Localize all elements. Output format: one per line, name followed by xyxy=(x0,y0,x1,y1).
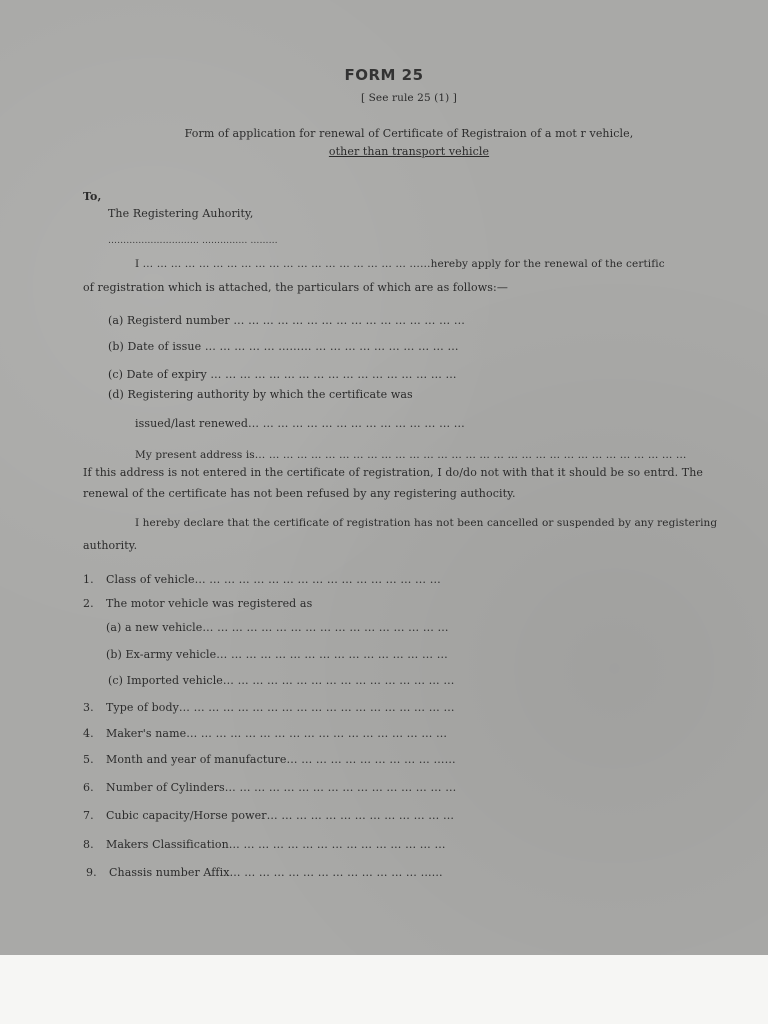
particular-date-of-expiry: (c) Date of expiry … … … … … … … … … … … … … … … … … xyxy=(108,368,457,381)
item-number: 4. xyxy=(83,727,94,740)
item-new-vehicle: (a) a new vehicle… … … … … … … … … … … … … … … … … xyxy=(106,621,449,634)
item-makers-name: Maker's name… … … … … … … … … … … … … … … … … … xyxy=(106,727,448,740)
address-dots: ………………………… …………… ……… xyxy=(108,236,278,246)
item-number-of-cylinders: Number of Cylinders… … … … … … … … … … … … … … … … xyxy=(106,781,457,794)
present-address-line1: My present address is… … … … … … … … … … … … … … … … … … … … … … … … … … … … … … … xyxy=(135,449,687,461)
form-heading-line2: other than transport vehicle xyxy=(328,145,490,158)
present-address-line2: If this address is not entered in the certificate of registration, I do/do not with that it should be so entrd. The xyxy=(83,466,704,479)
application-line2: of registration which is attached, the particulars of which are as follows:— xyxy=(83,281,508,294)
item-class-of-vehicle: Class of vehicle… … … … … … … … … … … … … … … … … xyxy=(106,573,441,586)
item-number: 6. xyxy=(83,781,94,794)
item-month-year-manufacture: Month and year of manufacture… … … … … … … … … … …… xyxy=(106,753,456,766)
item-number: 5. xyxy=(83,753,94,766)
particular-registering-authority: (d) Registering authority by which the certificate was xyxy=(108,388,413,401)
application-line1: I … … … … … … … … … … … … … … … … … … … ……hereby apply for the renewal of the certific xyxy=(135,258,665,270)
address-authority: The Registering Auhority, xyxy=(108,207,254,220)
item-number: 1. xyxy=(83,573,94,586)
form-heading-line1: Form of application for renewal of Certificate of Registraion of a mot r vehicle, xyxy=(184,127,634,140)
particular-issued-renewed: issued/last renewed… … … … … … … … … … … … … … … xyxy=(135,417,465,430)
item-number: 3. xyxy=(83,701,94,714)
item-cubic-capacity: Cubic capacity/Horse power… … … … … … … … … … … … … xyxy=(106,809,455,822)
page-margin xyxy=(0,955,768,1024)
item-type-of-body: Type of body… … … … … … … … … … … … … … … … … … … xyxy=(106,701,455,714)
item-number: 7. xyxy=(83,809,94,822)
item-registered-as: The motor vehicle was registered as xyxy=(106,597,313,610)
particular-registered-number: (a) Registerd number … … … … … … … … … … … … … … … … xyxy=(108,314,465,327)
item-chassis-number: Chassis number Affix… … … … … … … … … … … … … …… xyxy=(109,866,443,879)
form-title: FORM 25 xyxy=(344,66,424,84)
item-number: 8. xyxy=(83,838,94,851)
item-ex-army-vehicle: (b) Ex-army vehicle… … … … … … … … … … … … … … … … xyxy=(106,648,448,661)
declaration-line1: I hereby declare that the certificate of registration has not been cancelled or suspended by any registering xyxy=(135,517,718,529)
form-subtitle: [ See rule 25 (1) ] xyxy=(361,92,457,104)
address-to: To, xyxy=(83,190,102,203)
declaration-line2: authority. xyxy=(83,539,138,552)
item-makers-classification: Makers Classification… … … … … … … … … … … … … … … xyxy=(106,838,446,851)
item-imported-vehicle: (c) Imported vehicle… … … … … … … … … … … … … … … … xyxy=(108,674,455,687)
item-number: 2. xyxy=(83,597,94,610)
particular-date-of-issue: (b) Date of issue … … … … … ……… … … … … … … … … … … xyxy=(108,340,459,353)
item-number: 9. xyxy=(86,866,97,879)
present-address-line3: renewal of the certificate has not been refused by any registering authocity. xyxy=(83,487,516,500)
